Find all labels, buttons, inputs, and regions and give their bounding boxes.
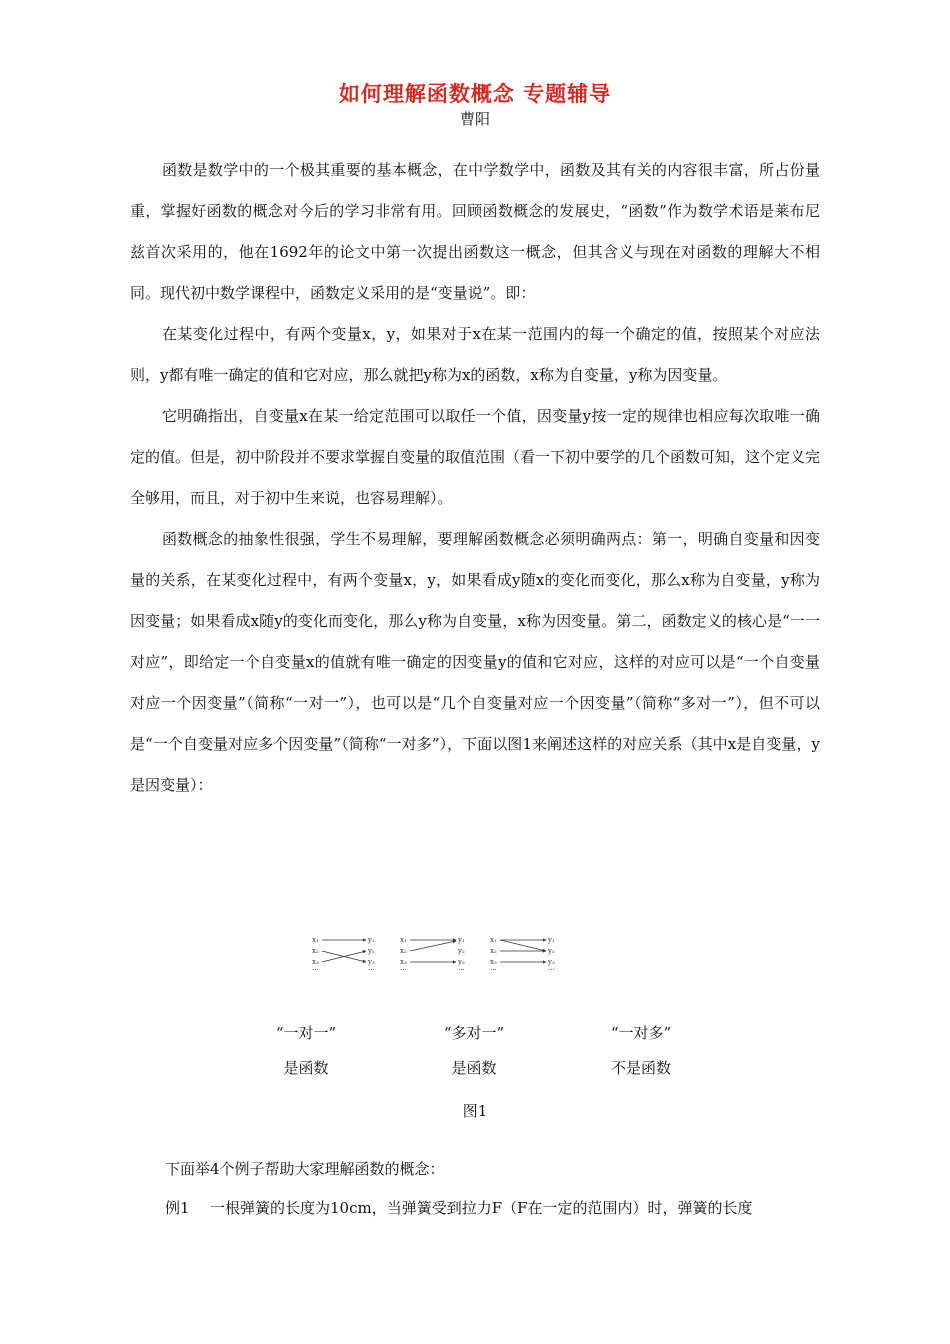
ellipsis: ··· <box>312 966 319 974</box>
author-name: 曹阳 <box>459 110 490 128</box>
ellipsis: ··· <box>368 966 375 974</box>
caption-type: “一对多” <box>610 1024 672 1042</box>
caption-many-to-one <box>404 1022 544 1078</box>
ellipsis: ··· <box>458 966 465 974</box>
caption-one-to-many <box>571 1022 711 1078</box>
caption-verdict: 不是函数 <box>610 1059 671 1077</box>
y-label: y₁ <box>368 936 375 944</box>
diagram-one-to-one <box>312 936 375 974</box>
caption-one-to-one <box>236 1022 376 1078</box>
x-label: x₃ <box>490 958 497 966</box>
paragraph-definition: 在某变化过程中，有两个变量x，y，如果对于x在某一范围内的每一个确定的值，按照某个对应法则，y都有唯一确定的值和它对应，那么就把y称为x的函数，x称为自变量，y称为因变量。 <box>130 325 820 384</box>
x-label: x₁ <box>490 936 497 944</box>
examples-intro: 下面举4个例子帮助大家理解函数的概念： <box>165 1160 445 1178</box>
y-label: y₁ <box>458 936 465 944</box>
y-label: y₂ <box>368 947 375 955</box>
example-1 <box>165 1197 820 1218</box>
x-label: x₂ <box>400 947 407 955</box>
y-label: y₃ <box>548 958 555 966</box>
y-label: y₃ <box>368 958 375 966</box>
y-label: y₁ <box>548 936 555 944</box>
paragraph-key-points: 函数概念的抽象性很强，学生不易理解，要理解函数概念必须明确两点：第一，明确自变量和因变量的关系，在某变化过程中，有两个变量x，y，如果看成y随x的变化而变化，那么x称为自变量，y称为因变量；如果看成x随y的变化而变化，那么y称为自变量，x称为因变量。第二，函数定义的核心是“一一对应”，即给定一个自变量x的值就有唯一确定的因变量y的值和它对应，这样的对应可以是“一个自变量对应一个因变量”（简称“一对一”），也可以是“几个自变量对应一个因变量”（简称“多对一”），但不可以是“一个自变量对应多个因变量”（简称“一对多”），下面以图1来阐述这样的对应关系（其中x是自变量，y是因变量）： <box>130 530 820 794</box>
ellipsis: ··· <box>400 966 407 974</box>
x-label: x₁ <box>400 936 407 944</box>
mapping-arrow <box>410 941 456 951</box>
caption-verdict: 是函数 <box>283 1059 329 1077</box>
body-text <box>130 150 820 806</box>
caption-type: “多对一” <box>443 1024 505 1042</box>
x-label: x₃ <box>312 958 319 966</box>
diagram-one-to-many <box>490 936 555 974</box>
caption-type: “一对一” <box>275 1024 337 1042</box>
example-text: 一根弹簧的长度为10cm，当弹簧受到拉力F（F在一定的范围内）时，弹簧的长度 <box>210 1199 753 1217</box>
ellipsis: ··· <box>548 966 555 974</box>
x-label: x₁ <box>312 936 319 944</box>
y-label: y₃ <box>458 958 465 966</box>
x-label: x₂ <box>312 947 319 955</box>
x-label: x₃ <box>400 958 407 966</box>
y-label: y₂ <box>458 947 465 955</box>
paragraph-explanation: 它明确指出，自变量x在某一给定范围可以取任一个值，因变量y按一定的规律也相应每次取唯一确定的值。但是，初中阶段并不要求掌握自变量的取值范围（看一下初中要学的几个函数可知，这个定义完全够用，而且，对于初中生来说，也容易理解）。 <box>130 407 821 507</box>
paragraph-intro: 函数是数学中的一个极其重要的基本概念，在中学数学中，函数及其有关的内容很丰富，所占份量重，掌握好函数的概念对今后的学习非常有用。回顾函数概念的发展史，“函数”作为数学术语是莱布尼兹首次采用的，他在1692年的论文中第一次提出函数这一概念，但其含义与现在对函数的理解大不相同。现代初中数学课程中，函数定义采用的是“变量说”。即： <box>130 161 820 302</box>
example-label: 例1 <box>165 1199 190 1217</box>
diagram-many-to-one <box>400 936 465 974</box>
mapping-diagram <box>300 928 560 976</box>
document-title: 如何理解函数概念 专题辅导 <box>338 82 612 106</box>
caption-verdict: 是函数 <box>451 1059 497 1077</box>
mapping-arrow <box>500 940 546 951</box>
x-label: x₂ <box>490 947 497 955</box>
figure-label: 图1 <box>462 1102 488 1120</box>
y-label: y₂ <box>548 947 555 955</box>
ellipsis: ··· <box>490 966 497 974</box>
